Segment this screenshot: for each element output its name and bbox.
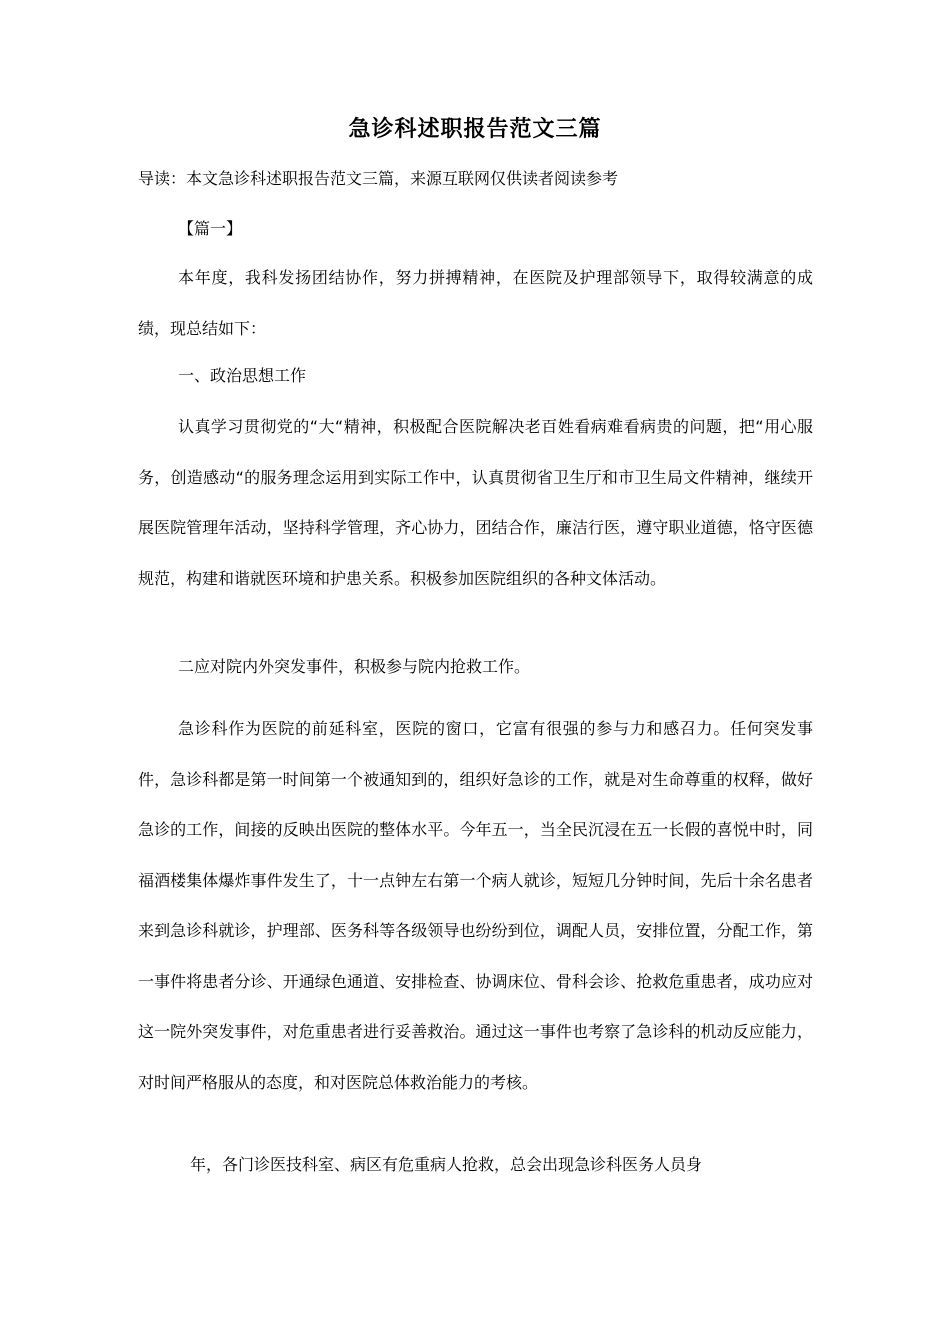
heading-political-work: 一、政治思想工作 <box>178 366 307 385</box>
heading-emergency-response: 二应对院内外突发事件，积极参与院内抢救工作。 <box>178 657 531 676</box>
section-label: 【篇一】 <box>178 219 243 238</box>
paragraph-summary: 本年度，我科发扬团结协作，努力拼搏精神，在医院及护理部领导下，取得较满意的成绩，现总结如下： <box>138 268 813 338</box>
paragraph-truncated: 年，各门诊医技科室、病区有危重病人抢救，总会出现急诊科医务人员身 <box>190 1155 703 1174</box>
paragraph-political-work: 认真学习贯彻党的“大“精神，积极配合医院解决老百姓看病难看病贵的问题，把“用心服务，创造感动“的服务理念运用到实际工作中，认真贯彻省卫生厅和市卫生局文件精神，继续开展医院管理年活动，坚持科学管理，齐心协力，团结合作，廉洁行医，遵守职业道德，恪守医德规范，构建和谐就医环境和护患关系。积极参加医院组织的各种文体活动。 <box>138 417 813 588</box>
document-title: 急诊科述职报告范文三篇 <box>348 117 602 142</box>
paragraph-emergency-response: 急诊科作为医院的前延科室，医院的窗口，它富有很强的参与力和感召力。任何突发事件，急诊科都是第一时间第一个被通知到的，组织好急诊的工作，就是对生命尊重的权释，做好急诊的工作，间接的反映出医院的整体水平。今年五一，当全民沉浸在五一长假的喜悦中时，同福酒楼集体爆炸事件发生了，十一点钟左右第一个病人就诊，短短几分钟时间，先后十余名患者来到急诊科就诊，护理部、医务科等各级领导也纷纷到位，调配人员，安排位置，分配工作，第一事件将患者分诊、开通绿色通道、安排检查、协调床位、骨科会诊、抢救危重患者，成功应对这一院外突发事件，对危重患者进行妥善救治。通过这一事件也考察了急诊科的机动反应能力，对时间严格服从的态度，和对医院总体救治能力的考核。 <box>138 719 813 1092</box>
intro-text: 导读：本文急诊科述职报告范文三篇，来源互联网仅供读者阅读参考 <box>138 169 619 188</box>
